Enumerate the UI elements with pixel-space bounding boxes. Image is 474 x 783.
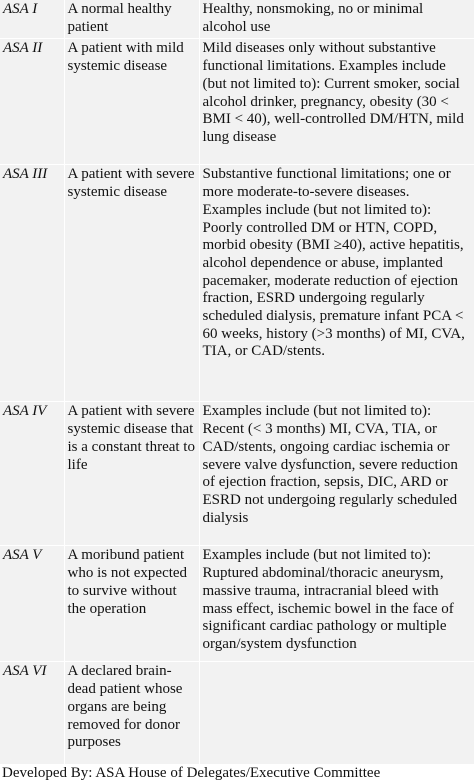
asa-class-cell: ASA III [0, 165, 64, 402]
asa-class-cell: ASA V [0, 546, 64, 662]
table-row [0, 0, 474, 39]
table-row [0, 402, 474, 546]
description-cell: A moribund patient who is not expected to survive without the operation [64, 546, 199, 662]
examples-cell: Substantive functional limitations; one or more moderate-to-severe diseases. Examples include (but not limited to): Poorly controlled DM or HTN, COPD, morbid obesity (BMI ≥40), active hepatitis, alcohol dependence or abuse, implanted pacemaker, moderate reduction of ejection fraction, ESRD undergoing regularly scheduled dialysis, premature infant PCA < 60 weeks, history (>3 months) of MI, CVA, TIA, or CAD/stents. [199, 165, 474, 402]
examples-cell: Mild diseases only without substantive functional limitations. Examples include (but not limited to): Current smoker, social alcohol drinker, pregnancy, obesity (30 < BMI < 40), well-controlled DM/HTN, mild lung disease [199, 39, 474, 165]
examples-cell: Examples include (but not limited to): Ruptured abdominal/thoracic aneurysm, massive trauma, intracranial bleed with mass effect, ischemic bowel in the face of significant cardiac pathology or multiple organ/system dysfunction [199, 546, 474, 662]
examples-cell: Healthy, nonsmoking, no or minimal alcohol use [199, 0, 474, 39]
asa-class-cell: ASA I [0, 0, 64, 39]
asa-class-cell: ASA II [0, 39, 64, 165]
description-cell: A patient with severe systemic disease that is a constant threat to life [64, 402, 199, 546]
table-row [0, 165, 474, 402]
examples-cell: Examples include (but not limited to): Recent (< 3 months) MI, CVA, TIA, or CAD/stents, ongoing cardiac ischemia or severe valve dysfunction, severe reduction of ejection fraction, sepsis, DIC, ARD or ESRD not undergoing regularly scheduled dialysis [199, 402, 474, 546]
description-cell: A declared brain-dead patient whose organs are being removed for donor purposes [64, 662, 199, 767]
asa-class-cell: ASA IV [0, 402, 64, 546]
description-cell: A patient with severe systemic disease [64, 165, 199, 402]
attribution-footer: Developed By: ASA House of Delegates/Executive Committee [0, 764, 474, 783]
examples-cell [199, 662, 474, 767]
table-row [0, 39, 474, 165]
table-row [0, 662, 474, 767]
description-cell: A patient with mild systemic disease [64, 39, 199, 165]
description-cell: A normal healthy patient [64, 0, 199, 39]
asa-class-cell: ASA VI [0, 662, 64, 767]
table-row [0, 546, 474, 662]
